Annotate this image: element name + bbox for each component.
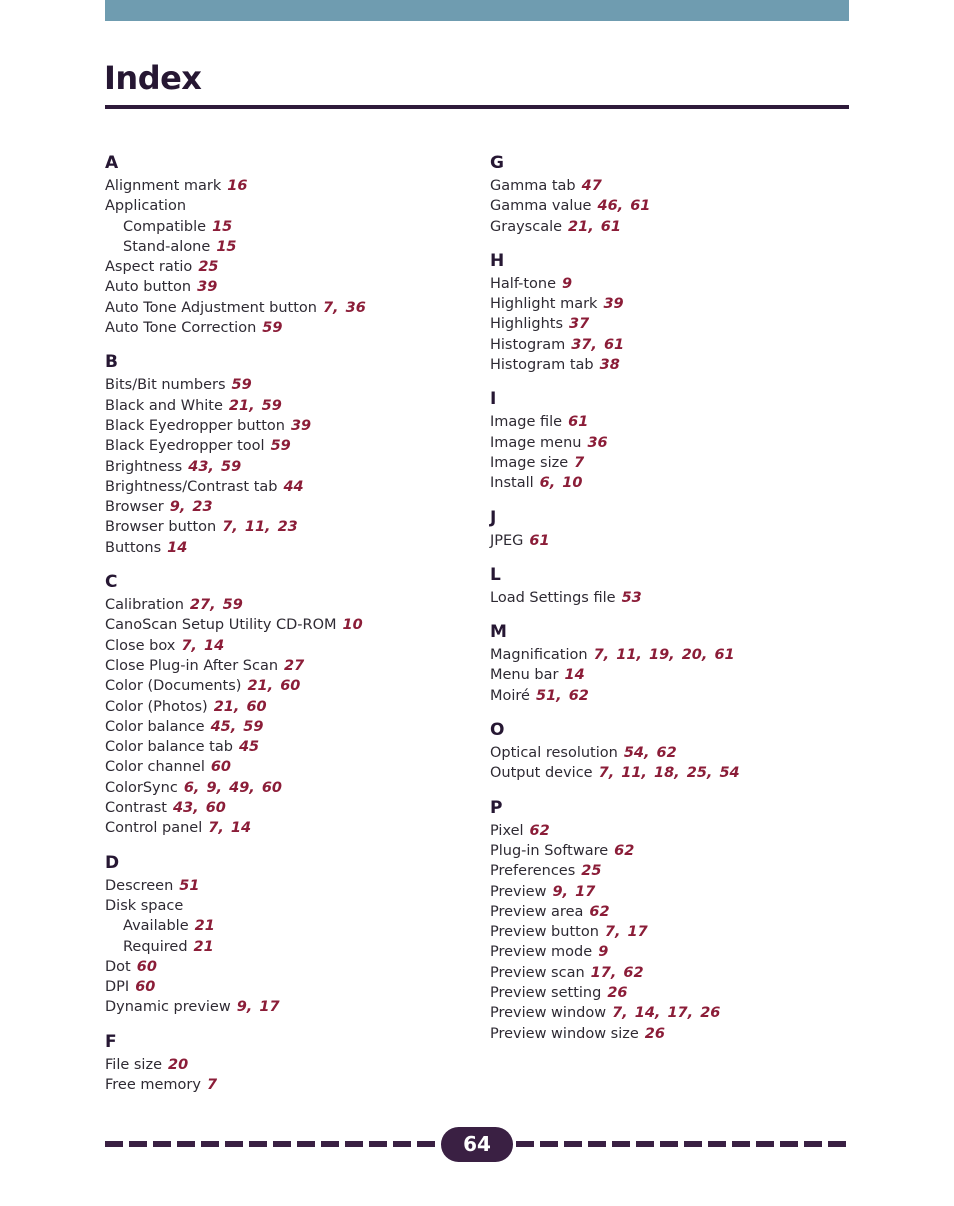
entry-page-refs[interactable]: 10 bbox=[342, 617, 363, 634]
entry-term: Application bbox=[105, 198, 187, 215]
entry-term: Buttons bbox=[105, 539, 162, 556]
entry-term: Grayscale bbox=[490, 218, 563, 235]
title-divider bbox=[105, 105, 849, 109]
entry-page-refs[interactable]: 62 bbox=[589, 903, 610, 920]
entry-term: Preview bbox=[490, 883, 547, 900]
entry-page-refs[interactable]: 39 bbox=[603, 296, 624, 313]
entry-term: Descreen bbox=[105, 877, 174, 894]
index-entry bbox=[490, 531, 862, 551]
index-section-c bbox=[105, 572, 477, 839]
entry-term: Color balance bbox=[105, 718, 205, 735]
entry-page-refs[interactable]: 39 bbox=[197, 279, 218, 296]
entry-page-refs[interactable]: 37 bbox=[569, 316, 590, 333]
index-subentry bbox=[105, 937, 477, 957]
entry-term: Black Eyedropper button bbox=[105, 417, 285, 434]
entry-term: Color (Photos) bbox=[105, 698, 208, 715]
index-section-j bbox=[490, 508, 862, 551]
page-number-badge: 64 bbox=[441, 1127, 513, 1162]
entry-page-refs[interactable]: 39 bbox=[290, 417, 312, 434]
index-section-p bbox=[490, 798, 862, 1044]
index-entry bbox=[105, 737, 477, 757]
index-section-l bbox=[490, 565, 862, 608]
entry-page-refs[interactable]: 27, 59 bbox=[189, 597, 243, 614]
entry-page-refs[interactable]: 7, 11, 18, 25, 54 bbox=[598, 765, 740, 782]
entry-term: Color (Documents) bbox=[105, 678, 242, 695]
index-entry bbox=[105, 676, 477, 696]
index-entry bbox=[105, 876, 477, 896]
index-entry bbox=[105, 957, 477, 977]
entry-page-refs[interactable]: 54, 62 bbox=[623, 745, 677, 762]
index-entry bbox=[490, 176, 862, 196]
entry-term: Load Settings file bbox=[490, 589, 616, 606]
entry-page-refs[interactable]: 61 bbox=[529, 532, 550, 549]
entry-page-refs[interactable]: 7, 36 bbox=[322, 299, 366, 316]
section-letter: I bbox=[490, 389, 497, 410]
index-entry bbox=[490, 412, 862, 432]
entry-term: Black and White bbox=[105, 397, 223, 414]
section-letter: C bbox=[105, 572, 118, 593]
entry-term: Histogram tab bbox=[490, 357, 594, 374]
entry-term: Gamma tab bbox=[490, 178, 576, 194]
index-entry bbox=[105, 1055, 477, 1075]
entry-term: Highlights bbox=[490, 316, 564, 333]
entry-page-refs[interactable]: 36 bbox=[587, 434, 608, 451]
entry-term: Install bbox=[490, 475, 534, 492]
entry-page-refs[interactable]: 27 bbox=[284, 657, 305, 674]
entry-term: Color channel bbox=[105, 759, 205, 776]
entry-page-refs[interactable]: 7, 14, 17, 26 bbox=[612, 1005, 721, 1022]
entry-page-refs[interactable]: 61 bbox=[568, 414, 589, 431]
index-column-left bbox=[105, 153, 477, 1095]
entry-term: Preview scan bbox=[490, 964, 585, 981]
section-letter: O bbox=[490, 720, 505, 741]
section-letter: M bbox=[490, 622, 507, 643]
index-entry bbox=[105, 375, 477, 395]
entry-page-refs[interactable]: 37, 61 bbox=[571, 336, 625, 353]
entry-page-refs[interactable]: 6, 9, 49, 60 bbox=[183, 779, 283, 796]
footer-dashed-rule-right bbox=[516, 1141, 849, 1147]
index-entry bbox=[105, 318, 477, 338]
index-entry bbox=[490, 355, 862, 375]
entry-page-refs[interactable]: 59 bbox=[231, 377, 252, 394]
index-entry bbox=[105, 636, 477, 656]
index-entry bbox=[105, 656, 477, 676]
entry-page-refs[interactable]: 59 bbox=[270, 438, 291, 455]
entry-term: Alignment mark bbox=[105, 178, 222, 194]
entry-term: Auto Tone Adjustment button bbox=[105, 299, 317, 316]
entry-page-refs[interactable]: 7, 11, 23 bbox=[222, 519, 298, 536]
index-entry bbox=[105, 615, 477, 635]
entry-term: Compatible bbox=[123, 218, 207, 235]
entry-term: Preview area bbox=[490, 903, 584, 920]
entry-term: Aspect ratio bbox=[105, 259, 193, 276]
entry-term: Black Eyedropper tool bbox=[105, 438, 265, 455]
entry-term: DPI bbox=[105, 979, 130, 996]
index-entry bbox=[105, 457, 477, 477]
entry-term: Output device bbox=[490, 765, 593, 782]
entry-term: Optical resolution bbox=[490, 745, 618, 762]
entry-term: Preview window bbox=[490, 1005, 607, 1022]
entry-page-refs[interactable]: 16 bbox=[227, 178, 248, 194]
index-entry bbox=[105, 436, 477, 456]
entry-page-refs[interactable]: 51 bbox=[179, 877, 200, 894]
entry-page-refs[interactable]: 21 bbox=[194, 918, 215, 935]
entry-page-refs[interactable]: 38 bbox=[599, 357, 620, 374]
entry-term: Moiré bbox=[490, 687, 530, 704]
entry-page-refs[interactable]: 7, 14 bbox=[208, 820, 252, 837]
entry-page-refs[interactable]: 15 bbox=[212, 218, 233, 235]
index-entry bbox=[490, 983, 862, 1003]
entry-page-refs[interactable]: 26 bbox=[644, 1025, 665, 1042]
index-entry bbox=[490, 588, 862, 608]
index-subentry bbox=[105, 916, 477, 936]
entry-term: Disk space bbox=[105, 897, 184, 914]
index-entry bbox=[490, 902, 862, 922]
index-entry bbox=[490, 743, 862, 763]
entry-term: Color balance tab bbox=[105, 739, 233, 756]
index-entry bbox=[105, 798, 477, 818]
entry-page-refs[interactable]: 43, 59 bbox=[188, 458, 242, 475]
entry-term: Brightness bbox=[105, 458, 183, 475]
entry-page-refs[interactable]: 7, 17 bbox=[604, 924, 648, 941]
entry-page-refs[interactable]: 53 bbox=[621, 589, 642, 606]
entry-term: Dot bbox=[105, 958, 131, 975]
entry-term: Gamma value bbox=[490, 198, 592, 215]
entry-page-refs[interactable]: 62 bbox=[614, 842, 635, 859]
entry-page-refs[interactable]: 21, 61 bbox=[568, 218, 621, 235]
header-color-bar bbox=[105, 0, 849, 21]
section-letter: G bbox=[490, 153, 504, 173]
section-letter: J bbox=[490, 507, 497, 528]
section-letter: B bbox=[105, 352, 118, 373]
entry-term: Image file bbox=[490, 414, 563, 431]
entry-term: CanoScan Setup Utility CD-ROM bbox=[105, 617, 337, 634]
index-section-m bbox=[490, 622, 862, 706]
entry-page-refs[interactable]: 43, 60 bbox=[172, 800, 226, 817]
entry-term: Browser bbox=[105, 499, 164, 516]
entry-term: Free memory bbox=[105, 1076, 201, 1093]
index-entry bbox=[105, 896, 477, 916]
index-entry bbox=[490, 217, 862, 237]
entry-term: File size bbox=[105, 1056, 162, 1073]
entry-page-refs[interactable]: 6, 10 bbox=[539, 475, 583, 492]
entry-page-refs[interactable]: 9, 17 bbox=[552, 883, 596, 900]
entry-page-refs[interactable]: 7, 11, 19, 20, 61 bbox=[593, 647, 735, 664]
index-entry bbox=[490, 882, 862, 902]
entry-term: Calibration bbox=[105, 597, 184, 614]
entry-term: Highlight mark bbox=[490, 296, 598, 313]
index-entry bbox=[105, 538, 477, 558]
index-entry bbox=[490, 1024, 862, 1044]
index-entry bbox=[490, 861, 862, 881]
index-entry bbox=[490, 274, 862, 294]
entry-term: Magnification bbox=[490, 647, 588, 664]
index-entry bbox=[105, 517, 477, 537]
index-entry bbox=[490, 473, 862, 493]
entry-page-refs[interactable]: 14 bbox=[564, 667, 585, 684]
index-entry bbox=[490, 335, 862, 355]
index-entry bbox=[490, 963, 862, 983]
index-section-a bbox=[105, 153, 477, 338]
entry-term: Stand-alone bbox=[123, 238, 211, 255]
entry-page-refs[interactable]: 45, 59 bbox=[210, 718, 264, 735]
entry-page-refs[interactable]: 9 bbox=[562, 275, 573, 292]
section-letter: A bbox=[105, 153, 119, 173]
entry-page-refs[interactable]: 60 bbox=[136, 958, 157, 975]
index-entry bbox=[105, 595, 477, 615]
index-section-g bbox=[490, 153, 862, 237]
index-entry bbox=[490, 841, 862, 861]
entry-term: Contrast bbox=[105, 800, 167, 817]
index-entry bbox=[105, 416, 477, 436]
index-entry bbox=[490, 314, 862, 334]
index-entry bbox=[105, 176, 477, 196]
index-section-d bbox=[105, 853, 477, 1018]
entry-term: Brightness/Contrast tab bbox=[105, 478, 278, 495]
section-letter: L bbox=[490, 564, 501, 585]
section-letter: H bbox=[490, 250, 505, 271]
entry-term: Menu bar bbox=[490, 667, 559, 684]
index-entry bbox=[105, 818, 477, 838]
section-letter: D bbox=[105, 852, 120, 873]
entry-page-refs[interactable]: 17, 62 bbox=[590, 964, 644, 981]
entry-page-refs[interactable]: 21, 59 bbox=[228, 397, 282, 414]
entry-page-refs[interactable]: 9, 23 bbox=[169, 499, 213, 516]
entry-term: Control panel bbox=[105, 820, 203, 837]
entry-page-refs[interactable]: 59 bbox=[262, 320, 283, 337]
entry-page-refs[interactable]: 60 bbox=[210, 759, 232, 776]
entry-term: Required bbox=[123, 938, 188, 955]
index-entry bbox=[490, 1003, 862, 1023]
entry-page-refs[interactable]: 25 bbox=[198, 259, 219, 276]
index-entry bbox=[105, 477, 477, 497]
entry-term: Image size bbox=[490, 454, 569, 471]
index-entry bbox=[490, 433, 862, 453]
index-entry bbox=[490, 686, 862, 706]
entry-page-refs[interactable]: 60 bbox=[135, 979, 156, 996]
entry-page-refs[interactable]: 51, 62 bbox=[535, 687, 589, 704]
index-entry bbox=[490, 821, 862, 841]
index-subentry bbox=[105, 237, 477, 257]
index-entry bbox=[105, 997, 477, 1017]
entry-page-refs[interactable]: 62 bbox=[529, 822, 550, 839]
index-entry bbox=[105, 257, 477, 277]
index-entry bbox=[490, 942, 862, 962]
entry-term: Browser button bbox=[105, 519, 217, 536]
index-entry bbox=[490, 922, 862, 942]
index-entry bbox=[490, 763, 862, 783]
entry-term: Auto button bbox=[105, 279, 192, 296]
entry-page-refs[interactable]: 9 bbox=[598, 944, 609, 961]
index-entry bbox=[490, 453, 862, 473]
entry-term: Preferences bbox=[490, 863, 576, 880]
entry-page-refs[interactable]: 21 bbox=[193, 938, 214, 955]
index-section-f bbox=[105, 1032, 477, 1096]
index-section-h bbox=[490, 251, 862, 375]
entry-page-refs[interactable]: 45 bbox=[238, 739, 260, 756]
index-entry bbox=[105, 277, 477, 297]
index-section-i bbox=[490, 389, 862, 493]
entry-term: Half-tone bbox=[490, 275, 557, 292]
index-entry bbox=[105, 977, 477, 997]
index-entry bbox=[105, 778, 477, 798]
entry-page-refs[interactable]: 9, 17 bbox=[236, 999, 280, 1016]
entry-term: Preview setting bbox=[490, 985, 602, 1002]
entry-term: Preview mode bbox=[490, 944, 593, 961]
index-entry bbox=[490, 665, 862, 685]
index-entry bbox=[105, 697, 477, 717]
index-section-o bbox=[490, 720, 862, 784]
entry-page-refs[interactable]: 7, 14 bbox=[181, 637, 225, 654]
index-entry bbox=[105, 196, 477, 216]
entry-page-refs[interactable]: 25 bbox=[581, 863, 602, 880]
page-title: Index bbox=[104, 59, 202, 97]
index-subentry bbox=[105, 217, 477, 237]
entry-term: Available bbox=[123, 918, 189, 935]
entry-page-refs[interactable]: 7 bbox=[574, 454, 585, 471]
entry-term: Close Plug-in After Scan bbox=[105, 657, 279, 674]
entry-term: Auto Tone Correction bbox=[105, 320, 257, 337]
index-entry bbox=[105, 1075, 477, 1095]
entry-page-refs[interactable]: 20 bbox=[168, 1056, 189, 1073]
section-letter: P bbox=[490, 797, 503, 818]
entry-page-refs[interactable]: 47 bbox=[581, 178, 602, 194]
entry-page-refs[interactable]: 44 bbox=[283, 478, 304, 495]
index-entry bbox=[490, 294, 862, 314]
footer-dashed-rule-left bbox=[105, 1141, 441, 1147]
index-entry bbox=[105, 497, 477, 517]
index-column-right bbox=[490, 153, 862, 1044]
entry-page-refs[interactable]: 7 bbox=[206, 1076, 218, 1093]
index-entry bbox=[490, 196, 862, 216]
entry-term: JPEG bbox=[490, 532, 524, 549]
entry-page-refs[interactable]: 46, 61 bbox=[597, 198, 651, 215]
entry-term: Dynamic preview bbox=[105, 999, 231, 1016]
entry-page-refs[interactable]: 21, 60 bbox=[247, 678, 301, 695]
entry-term: ColorSync bbox=[105, 779, 178, 796]
entry-page-refs[interactable]: 26 bbox=[607, 985, 628, 1002]
entry-term: Bits/Bit numbers bbox=[105, 377, 226, 394]
entry-term: Close box bbox=[105, 637, 176, 654]
index-entry bbox=[490, 645, 862, 665]
index-entry bbox=[105, 717, 477, 737]
entry-page-refs[interactable]: 21, 60 bbox=[213, 698, 267, 715]
entry-page-refs[interactable]: 15 bbox=[216, 238, 237, 255]
index-entry bbox=[105, 298, 477, 318]
entry-term: Plug-in Software bbox=[490, 842, 609, 859]
entry-term: Image menu bbox=[490, 434, 582, 451]
entry-term: Preview window size bbox=[490, 1025, 639, 1042]
section-letter: F bbox=[105, 1031, 117, 1052]
index-entry bbox=[105, 757, 477, 777]
index-entry bbox=[105, 396, 477, 416]
entry-page-refs[interactable]: 14 bbox=[167, 539, 188, 556]
index-section-b bbox=[105, 352, 477, 558]
entry-term: Pixel bbox=[490, 822, 524, 839]
entry-term: Preview button bbox=[490, 924, 599, 941]
entry-term: Histogram bbox=[490, 336, 566, 353]
